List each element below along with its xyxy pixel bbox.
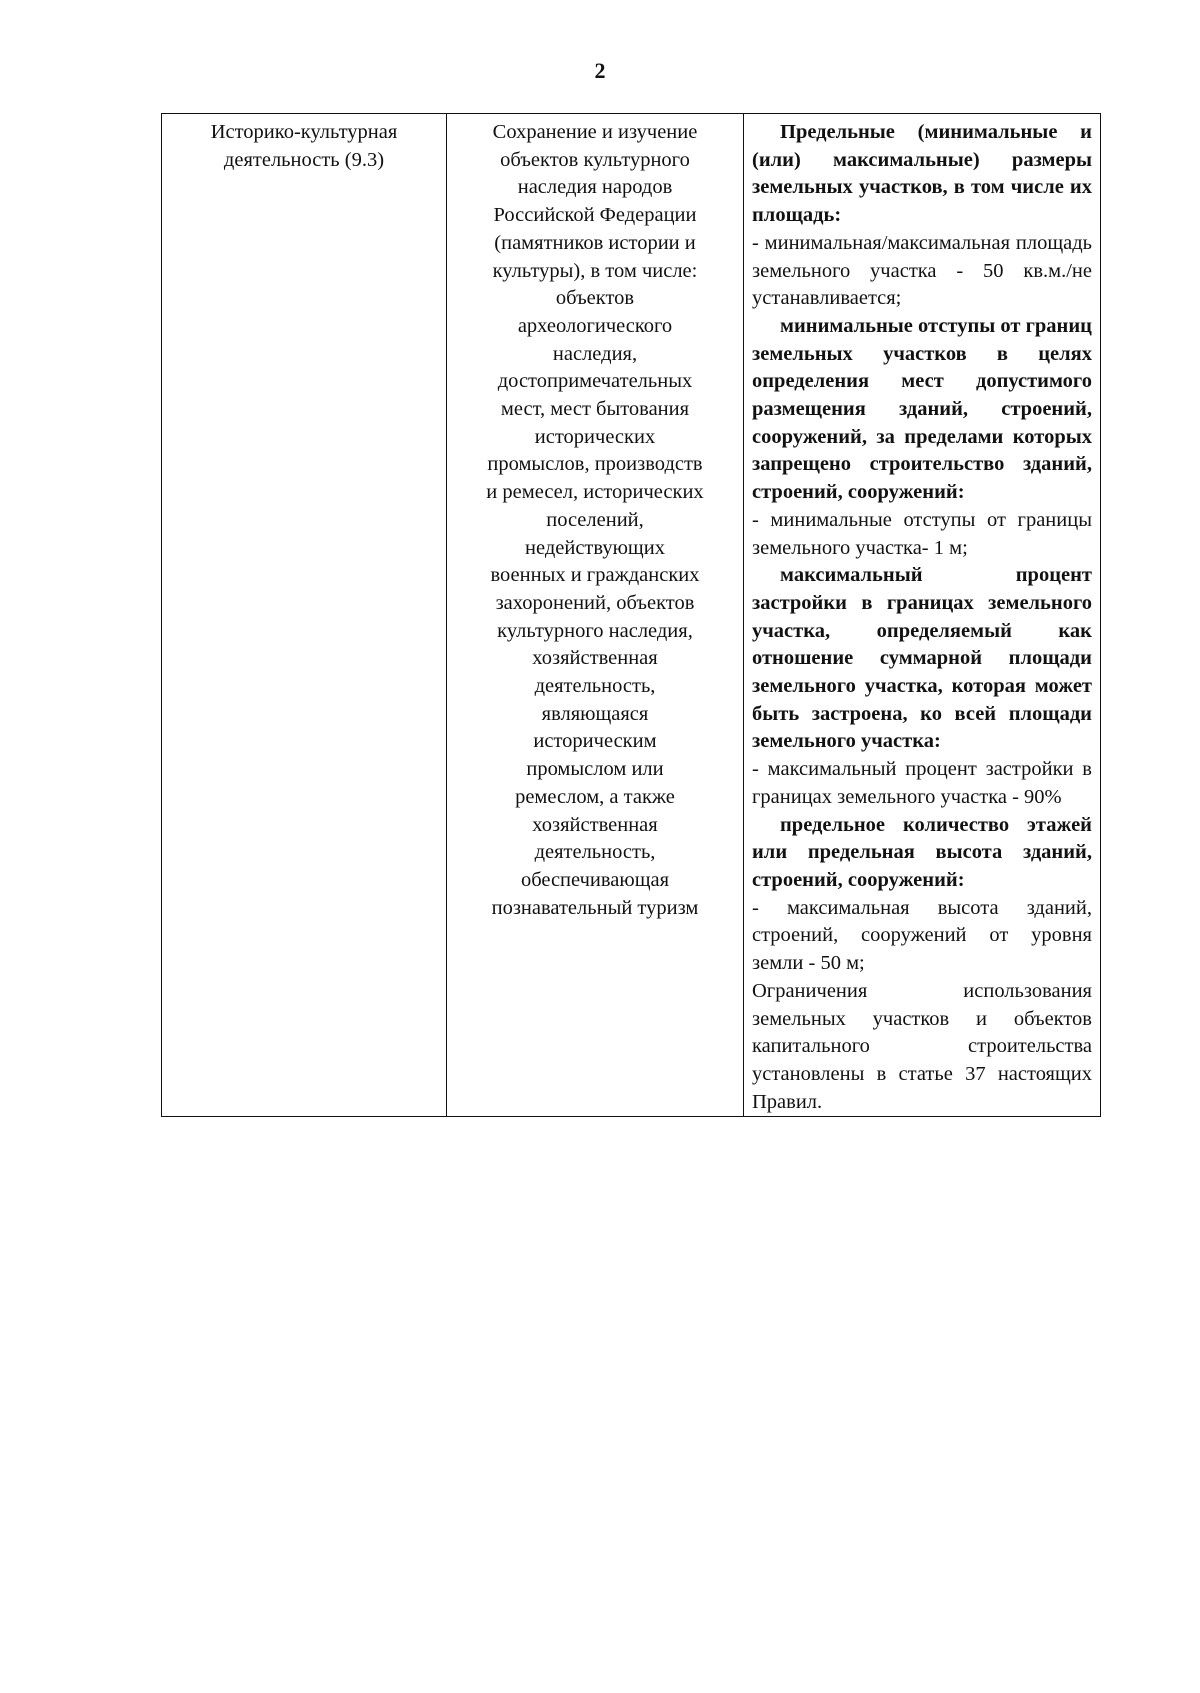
description-line: культурного наследия, [497, 619, 693, 642]
height-heading: предельное количество этажей или предельная высота зданий, строений, сооружений: [752, 813, 1092, 891]
description-line: военных и гражданских [490, 564, 700, 587]
description-line: достопримечательных [497, 370, 693, 393]
description-line: хозяйственная [532, 647, 658, 670]
area-value: - минимальная/максимальная площадь земельного участка - 50 кв.м./не устанавливается; [752, 231, 1092, 310]
description-line: наследия, [552, 342, 638, 365]
description-line: наследия народов [517, 176, 673, 199]
height-value: - максимальная высота зданий, строений, сооружений от уровня земли - 50 м; [752, 896, 1092, 975]
description-line: обеспечивающая [520, 868, 670, 891]
description-line: недействующих [525, 536, 665, 559]
description-line: (памятников истории и [494, 231, 696, 254]
description-line: поселений, [546, 508, 644, 531]
regulation-table [161, 113, 1101, 1117]
description-line: деятельность, [534, 675, 656, 698]
area-heading: Предельные (минимальные и (или) максимальные) размеры земельных участков, в том числе их площадь: [752, 121, 1092, 227]
description-line: мест, мест бытования [500, 398, 690, 421]
activity-cell [162, 114, 447, 1117]
parameters-cell [744, 114, 1101, 1117]
description-line: исторических [534, 425, 656, 448]
description-line: познавательный туризм [491, 896, 699, 919]
description-line: являющаяся [541, 702, 649, 725]
description-line: и ремесел, исторических [486, 481, 704, 504]
activity-name: Историко-культурная деятельность (9.3) [210, 121, 398, 171]
description-line: ремеслом, а также [515, 785, 675, 808]
description-cell [447, 114, 744, 1117]
restrictions-note: Ограничения использования земельных участков и объектов капитального строительства установлены в статье 37 настоящих Правил. [752, 979, 1092, 1113]
description-line: захоронений, объектов [495, 591, 695, 614]
setback-value: - минимальные отступы от границы земельного участка- 1 м; [752, 508, 1092, 559]
page-number: 2 [594, 58, 606, 83]
description-line: хозяйственная [532, 813, 658, 836]
description-line: объектов [555, 287, 635, 310]
description-line: Российской Федерации [493, 204, 697, 227]
description-line: промыслом или [526, 758, 664, 781]
setback-heading: минимальные отступы от границ земельных участков в целях определения мест допустимого размещения зданий, строений, сооружений, за пределами которых запрещено строительство зданий, строений, сооружений: [752, 314, 1092, 504]
description-line: деятельность, [534, 841, 656, 864]
coverage-value: - максимальный процент застройки в границах земельного участка - 90% [752, 758, 1092, 808]
description-line: историческим [533, 730, 657, 753]
description-line: археологического [517, 314, 673, 337]
description-line: Сохранение и изучение [492, 121, 698, 143]
coverage-heading: максимальный процент застройки в границах земельного участка, определяемый как отношение суммарной площади земельного участка, которая может быть застроена, ко всей площади земельного участка: [752, 564, 1092, 753]
table-row [162, 114, 1101, 1117]
description-line: объектов культурного [500, 148, 690, 171]
description-line: промыслов, производств [487, 453, 703, 476]
description-line: культуры), в том числе: [492, 259, 698, 282]
